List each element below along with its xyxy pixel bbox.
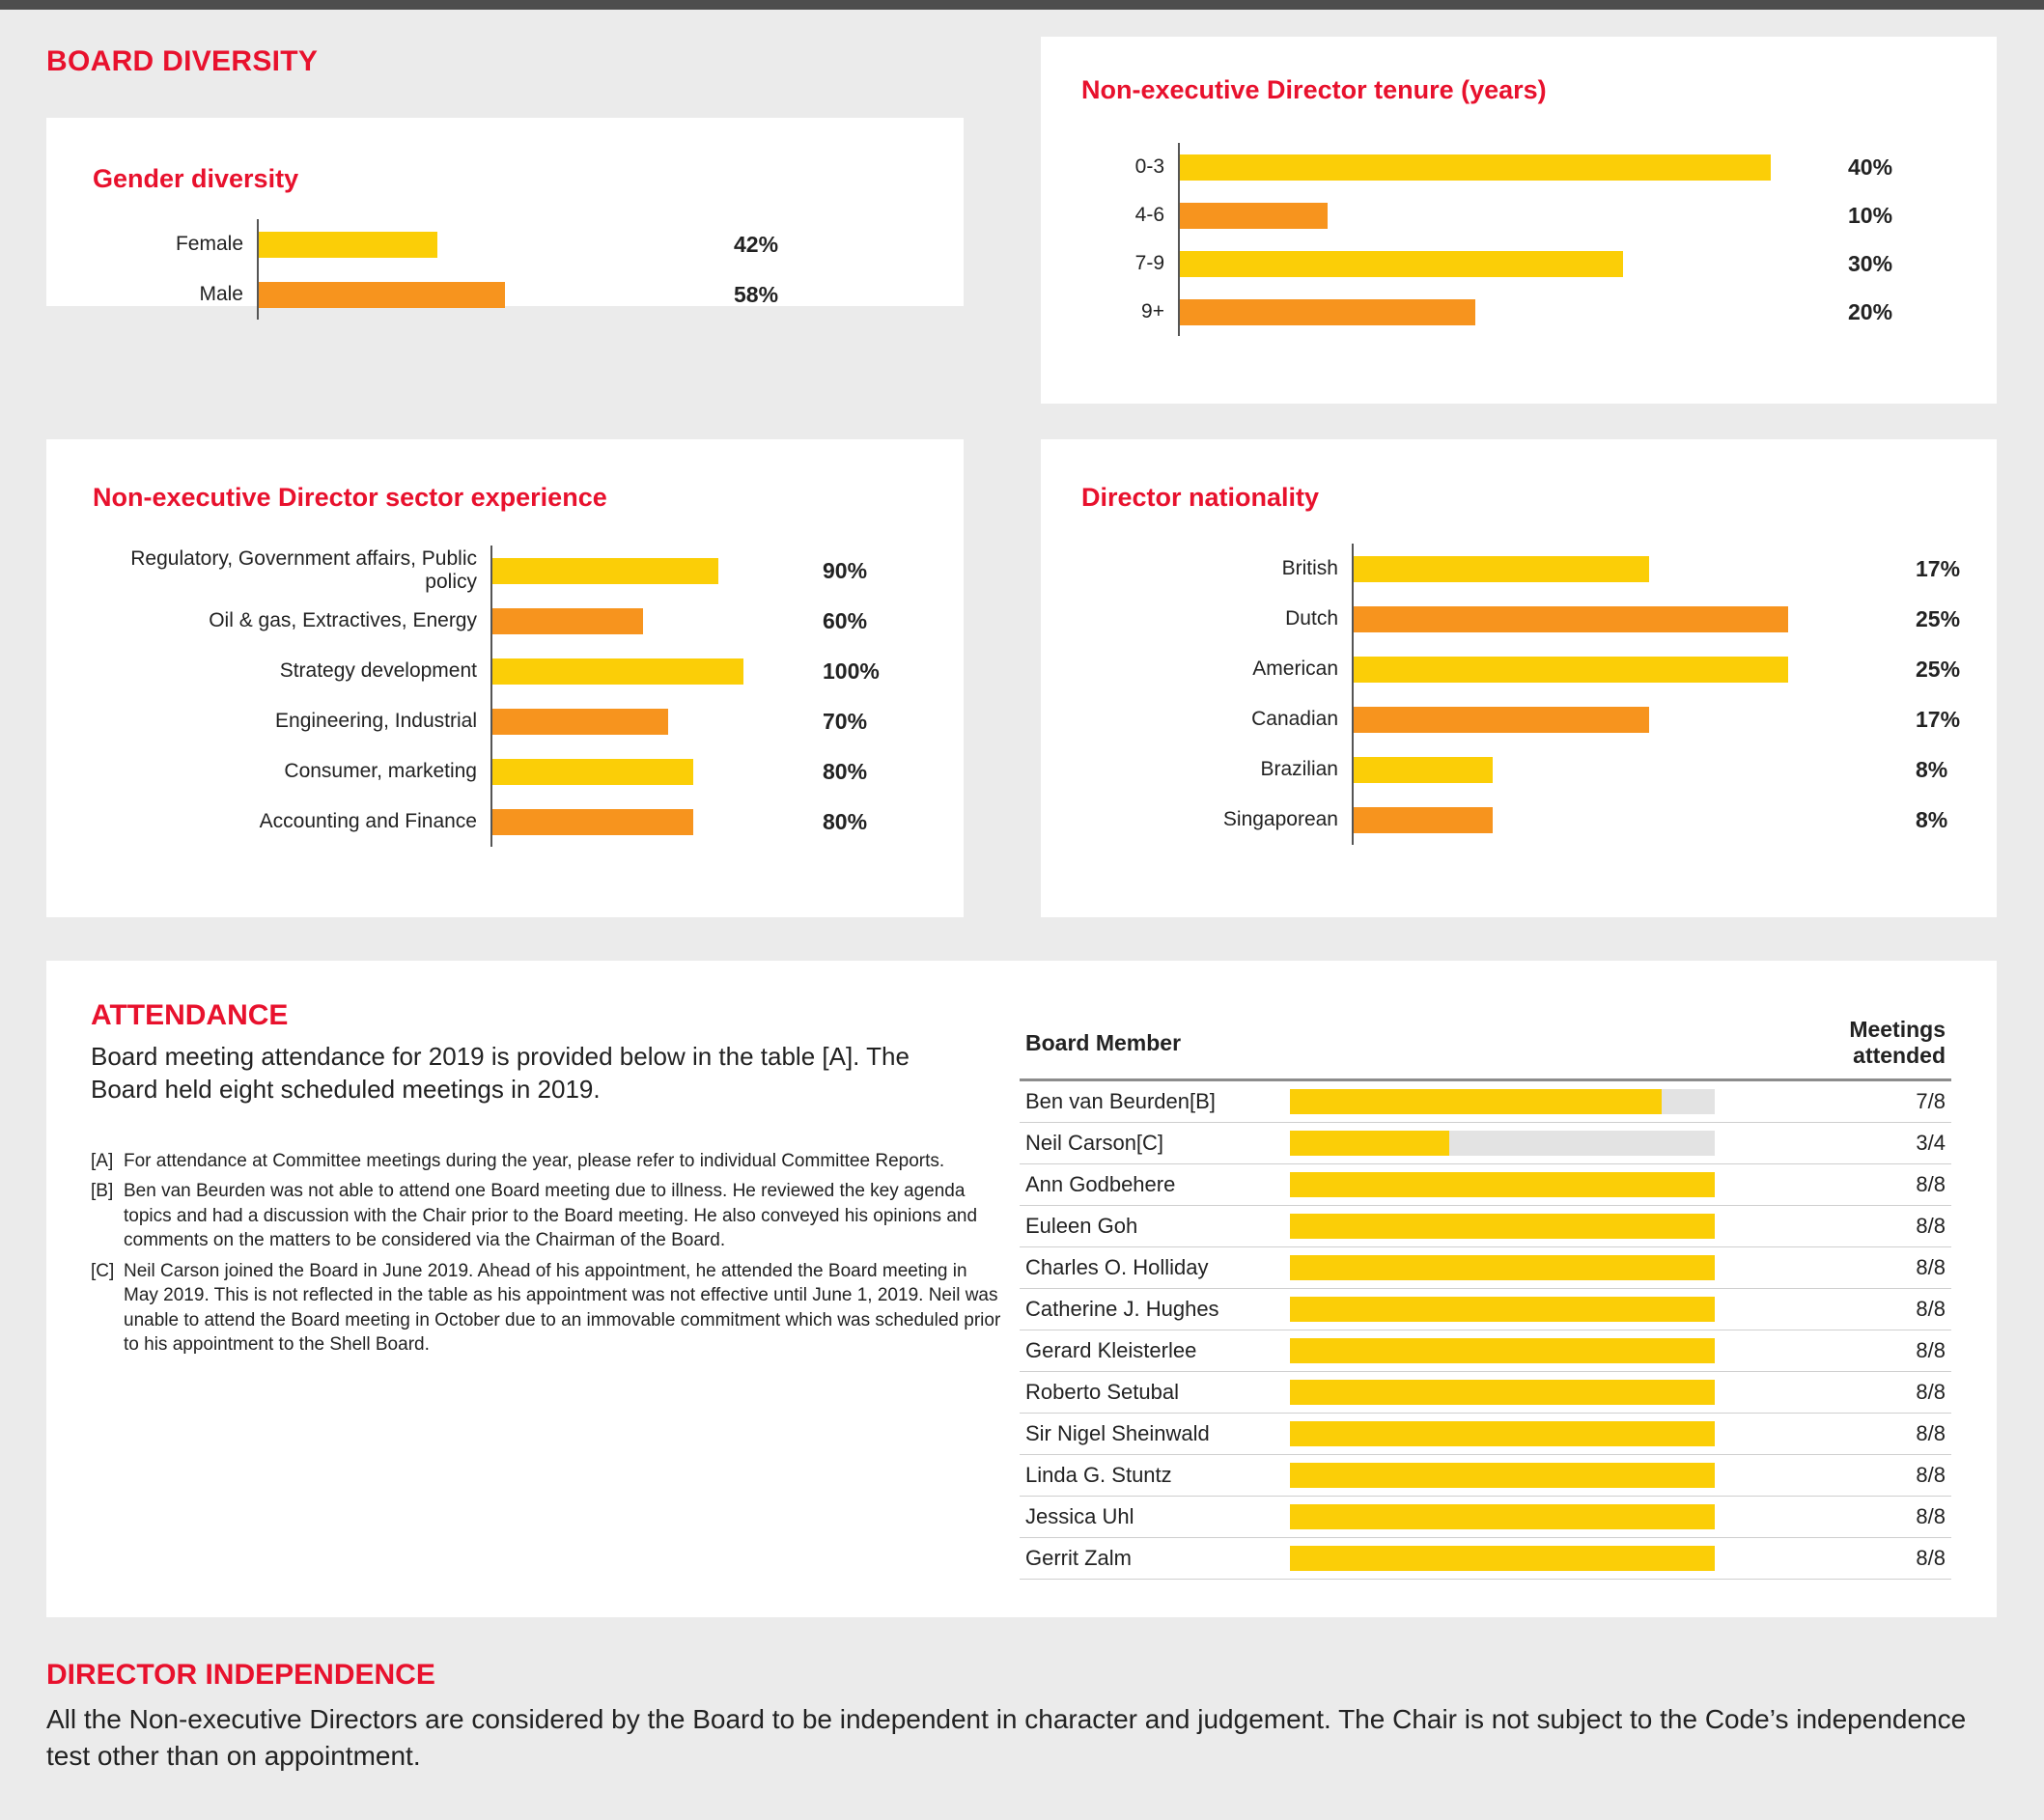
category-label: Oil & gas, Extractives, Energy [209, 608, 477, 631]
attendance-table [1020, 1011, 1951, 1580]
table-row [1020, 1164, 1951, 1206]
category-label: 4-6 [1134, 203, 1164, 226]
attendance-bar-cell [1284, 1455, 1834, 1497]
bar [492, 608, 643, 634]
attendance-intro: Board meeting attendance for 2019 is provided below in the table [A]. The Board held eight scheduled meetings in 2019. [91, 1042, 910, 1105]
attendance-bar-cell [1284, 1289, 1834, 1330]
column-header-meetings-attended: Meetings attended [1834, 1011, 1951, 1080]
bar-track [1352, 744, 1902, 795]
bar-track [1178, 143, 1834, 191]
footnote-tag: [B] [91, 1181, 114, 1202]
attendance-bar-track [1290, 1463, 1715, 1488]
bar [1354, 807, 1493, 833]
value-label: 17% [1916, 555, 1961, 581]
bar-track [490, 546, 809, 596]
board-member-name: Catherine J. Hughes [1020, 1289, 1284, 1330]
category-label: Engineering, Industrial [275, 709, 477, 732]
bar-track [1352, 594, 1902, 644]
board-member-name: Neil Carson[C] [1020, 1123, 1284, 1164]
attendance-bar-cell [1284, 1372, 1834, 1414]
bar-track [1352, 795, 1902, 845]
attendance-bar-cell [1284, 1497, 1834, 1538]
attendance-bar-fill [1290, 1297, 1715, 1322]
card-sector-experience [46, 439, 964, 917]
bar [1354, 657, 1788, 683]
bar [492, 658, 743, 685]
value-label: 20% [1848, 298, 1893, 324]
bar [492, 558, 718, 584]
value-label: 30% [1848, 250, 1893, 276]
attendance-bar-track [1290, 1255, 1715, 1280]
bar-track [490, 646, 809, 696]
board-member-name: Sir Nigel Sheinwald [1020, 1414, 1284, 1455]
bar [492, 809, 693, 835]
attendance-bar-track [1290, 1504, 1715, 1529]
category-label: American [1252, 657, 1338, 680]
value-label: 17% [1916, 706, 1961, 732]
table-row [1020, 1538, 1951, 1580]
attendance-footnotes [91, 1149, 1003, 1363]
value-label: 40% [1848, 154, 1893, 180]
attendance-bar-fill [1290, 1380, 1715, 1405]
category-label: Canadian [1251, 707, 1338, 730]
attendance-bar-fill [1290, 1421, 1715, 1446]
value-label: 25% [1916, 605, 1961, 631]
table-header-row [1020, 1011, 1951, 1080]
board-member-name: Euleen Goh [1020, 1206, 1284, 1247]
attendance-bar-fill [1290, 1131, 1449, 1156]
meetings-attended-count: 8/8 [1834, 1372, 1951, 1414]
board-member-name: Jessica Uhl [1020, 1497, 1284, 1538]
table-row [1020, 1414, 1951, 1455]
chart-gender-diversity [102, 219, 952, 320]
value-label: 60% [823, 607, 868, 633]
chart-sector-experience [85, 546, 954, 847]
attendance-bar-fill [1290, 1172, 1715, 1197]
attendance-bar-fill [1290, 1463, 1715, 1488]
board-member-name: Roberto Setubal [1020, 1372, 1284, 1414]
card-title-sector: Non-executive Director sector experience [93, 483, 607, 512]
bar-track [1178, 239, 1834, 288]
table-row [1020, 1080, 1951, 1123]
attendance-bar-cell [1284, 1330, 1834, 1372]
card-attendance [46, 961, 1997, 1617]
attendance-bar-track [1290, 1338, 1715, 1363]
table-row [1020, 1330, 1951, 1372]
bar [492, 759, 693, 785]
bar [1354, 707, 1649, 733]
card-gender-diversity [46, 118, 964, 306]
category-label: 9+ [1141, 299, 1164, 322]
attendance-title: ATTENDANCE [91, 999, 289, 1031]
value-label: 25% [1916, 656, 1961, 682]
table-row [1020, 1455, 1951, 1497]
value-label: 42% [734, 231, 779, 257]
value-label: 10% [1848, 202, 1893, 228]
category-label: Female [175, 232, 243, 255]
meetings-attended-count: 8/8 [1834, 1414, 1951, 1455]
attendance-bar-fill [1290, 1214, 1715, 1239]
bar [1354, 757, 1493, 783]
category-label: 7-9 [1134, 251, 1164, 274]
table-row [1020, 1123, 1951, 1164]
attendance-bar-fill [1290, 1504, 1715, 1529]
meetings-attended-count: 8/8 [1834, 1497, 1951, 1538]
category-label: Accounting and Finance [259, 809, 477, 832]
value-label: 70% [823, 708, 868, 734]
bar [1354, 606, 1788, 632]
footnote-tag: [A] [91, 1151, 114, 1171]
attendance-bar-fill [1290, 1089, 1662, 1114]
bar [1180, 251, 1623, 277]
board-member-name: Charles O. Holliday [1020, 1247, 1284, 1289]
attendance-bar-cell [1284, 1080, 1834, 1123]
footnote-text: For attendance at Committee meetings during the year, please refer to individual Committee Reports. [124, 1151, 945, 1171]
chart-director-tenure [1081, 143, 1979, 336]
bar [259, 232, 437, 258]
meetings-attended-count: 7/8 [1834, 1080, 1951, 1123]
attendance-bar-fill [1290, 1546, 1715, 1571]
attendance-bar-track [1290, 1297, 1715, 1322]
value-label: 58% [734, 281, 779, 307]
table-row [1020, 1247, 1951, 1289]
bar-track [490, 696, 809, 746]
category-label: Regulatory, Government affairs, Public policy [130, 546, 477, 593]
category-label: Male [199, 282, 243, 305]
card-director-tenure [1041, 37, 1997, 404]
board-member-name: Gerrit Zalm [1020, 1538, 1284, 1580]
meetings-attended-count: 8/8 [1834, 1289, 1951, 1330]
attendance-bar-cell [1284, 1206, 1834, 1247]
category-label: Strategy development [279, 658, 477, 682]
attendance-bar-cell [1284, 1247, 1834, 1289]
meetings-attended-count: 3/4 [1834, 1123, 1951, 1164]
footnote [91, 1149, 1003, 1173]
meetings-attended-count: 8/8 [1834, 1164, 1951, 1206]
category-label: Singaporean [1222, 807, 1338, 830]
bar [259, 282, 505, 308]
category-label: British [1281, 556, 1338, 579]
bar-track [1352, 694, 1902, 744]
meetings-attended-count: 8/8 [1834, 1206, 1951, 1247]
bar-track [1178, 191, 1834, 239]
bar [492, 709, 668, 735]
attendance-bar-cell [1284, 1123, 1834, 1164]
bar-track [1352, 644, 1902, 694]
card-director-nationality [1041, 439, 1997, 917]
attendance-bar-track [1290, 1214, 1715, 1239]
meetings-attended-count: 8/8 [1834, 1538, 1951, 1580]
table-row [1020, 1289, 1951, 1330]
page-title: BOARD DIVERSITY [46, 45, 319, 77]
footnote-tag: [C] [91, 1260, 115, 1281]
attendance-bar-track [1290, 1380, 1715, 1405]
value-label: 90% [823, 557, 868, 583]
value-label: 100% [823, 658, 880, 684]
footnote [91, 1259, 1003, 1358]
bar [1180, 299, 1475, 325]
footnote-text: Ben van Beurden was not able to attend one Board meeting due to illness. He reviewed the key agenda topics and had a discussion with the Chair prior to the Board meeting. He also conveyed his opinions and comments on the matters to be considered via the Chairman of the Board. [124, 1181, 978, 1251]
bar-track [1178, 288, 1834, 336]
category-label: Dutch [1285, 606, 1338, 630]
independence-title: DIRECTOR INDEPENDENCE [46, 1659, 435, 1691]
bar-track [257, 269, 720, 320]
attendance-bar-fill [1290, 1255, 1715, 1280]
meetings-attended-count: 8/8 [1834, 1247, 1951, 1289]
attendance-bar-track [1290, 1172, 1715, 1197]
meetings-attended-count: 8/8 [1834, 1455, 1951, 1497]
category-label: Brazilian [1260, 757, 1338, 780]
value-label: 8% [1916, 806, 1948, 832]
attendance-bar-cell [1284, 1538, 1834, 1580]
board-member-name: Ben van Beurden[B] [1020, 1080, 1284, 1123]
attendance-bar-cell [1284, 1414, 1834, 1455]
card-title-gender: Gender diversity [93, 164, 299, 193]
category-label: Consumer, marketing [284, 759, 477, 782]
table-row [1020, 1497, 1951, 1538]
table-row [1020, 1372, 1951, 1414]
category-label: 0-3 [1134, 154, 1164, 178]
card-title-nationality: Director nationality [1081, 483, 1320, 512]
bar-track [257, 219, 720, 269]
board-member-name: Linda G. Stuntz [1020, 1455, 1284, 1497]
footnote [91, 1179, 1003, 1252]
column-header-board-member: Board Member [1020, 1011, 1834, 1080]
value-label: 80% [823, 808, 868, 834]
board-member-name: Gerard Kleisterlee [1020, 1330, 1284, 1372]
bar [1180, 154, 1771, 181]
bar-track [1352, 544, 1902, 594]
independence-text: All the Non-executive Directors are considered by the Board to be independent in character and judgement. The Chair is not subject to the Code’s independence test other than on appointment. [46, 1704, 1967, 1771]
board-member-name: Ann Godbehere [1020, 1164, 1284, 1206]
bar-track [490, 746, 809, 797]
attendance-bar-cell [1284, 1164, 1834, 1206]
attendance-bar-track [1290, 1089, 1715, 1114]
attendance-bar-track [1290, 1421, 1715, 1446]
value-label: 80% [823, 758, 868, 784]
table-row [1020, 1206, 1951, 1247]
bar-track [490, 596, 809, 646]
footnote-text: Neil Carson joined the Board in June 2019. Ahead of his appointment, he attended the Board meeting in May 2019. This is not reflected in the table as his appointment was not effective until June 1, 2019. Neil was unable to attend the Board meeting in October due to an immovable commitment which was scheduled prior to his appointment to the Shell Board. [124, 1260, 1001, 1356]
attendance-bar-fill [1290, 1338, 1715, 1363]
value-label: 8% [1916, 756, 1948, 782]
bar-track [490, 797, 809, 847]
bar [1354, 556, 1649, 582]
card-title-tenure: Non-executive Director tenure (years) [1081, 75, 1547, 104]
meetings-attended-count: 8/8 [1834, 1330, 1951, 1372]
attendance-bar-track [1290, 1546, 1715, 1571]
chart-director-nationality [1081, 544, 1979, 845]
attendance-bar-track [1290, 1131, 1715, 1156]
bar [1180, 203, 1328, 229]
